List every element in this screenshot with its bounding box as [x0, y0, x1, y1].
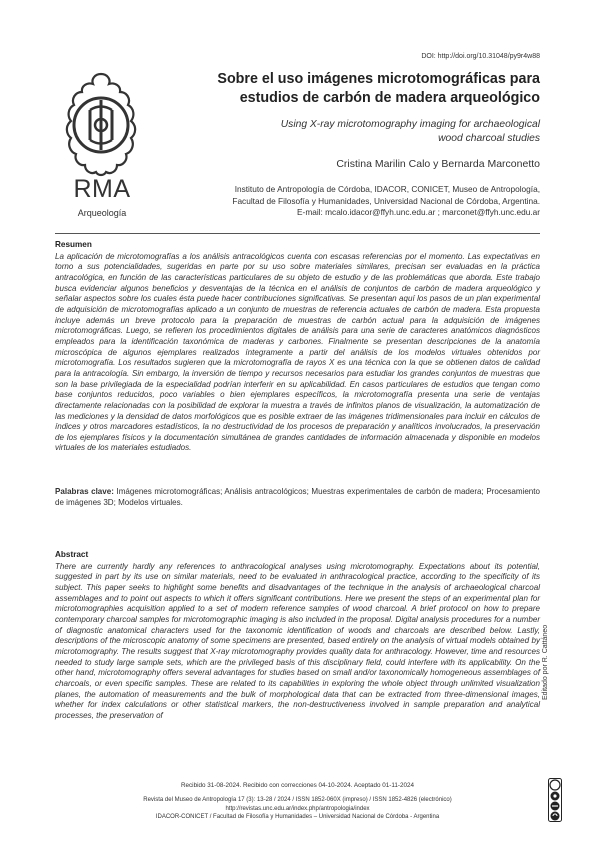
subtitle-line-2: wood charcoal studies	[438, 133, 540, 144]
rma-logo-icon	[60, 70, 142, 185]
keywords-section	[55, 487, 540, 508]
abstract-text: There are currently hardly any references to anthracological analyses using microtomography. Expectations about its potential, suggested in part by its use on similar materials, need to be evaluated in anthracological practice, according to the specificity of its subject. This paper seeks to highlight some benefits and disadvantages of the technique in the analysis of archaeological charcoal assemblages and to point out aspects to which it offers significant contributions. Here we present the steps of an experimental plan for microtomographies acquisition applied to a set of modern reference samples of wood charcoal. A brief protocol on how to prepare contemporary charcoal samples for microtomographic imaging is also included in the proposal. Digital analysis procedures for a number of diagnostic anatomical characters used for the taxonomic identification of woods and charcoals are described below. Lastly, descriptions of the microscopic anatomy of some specimens are presented, based entirely on the analysis of virtual models obtained by microtomography. The results suggest that X-ray microtomography provides quality data for anthracology. However, time and resources needed to study large sample sets, which are the privileged basis of this disciplinary field, could interfere with its applicability. On the other hand, microtomography offers several advantages for studies based on small and/or taxonomically homogeneous assemblages of charcoals, or even specific samples. These are related to its capabilities in exploring the whole object through unlimited visualization planes, the automation of measurements and the bulk of morphological data that can be extracted from three-dimensional images, whether for index calculations or other statistical markers, the non-destructiveness involved in sample preparation and analytical processes, the preservation of	[55, 561, 540, 720]
resumen-heading: Resumen	[55, 240, 92, 249]
authors: Cristina Marilin Calo y Bernarda Marconetto	[336, 158, 540, 170]
abstract-heading: Abstract	[55, 550, 89, 559]
keywords-label: Palabras clave:	[55, 487, 114, 496]
header-divider	[55, 233, 540, 234]
abstract-section	[55, 550, 540, 722]
doi-link[interactable]: DOI: http://doi.org/10.31048/py9r4w88	[421, 53, 540, 60]
footer-url[interactable]: http://revistas.unc.edu.ar/index.php/antropologia/index	[225, 805, 370, 812]
affiliation	[180, 184, 540, 219]
title-line-2: estudios de carbón de madera arqueológico	[239, 90, 540, 106]
title-line-1: Sobre el uso imágenes microtomográficas para	[217, 71, 540, 87]
footer-institution: IDACOR-CONICET / Facultad de Filosofía y Humanidades – Universidad Nacional de Córdoba - Argentina	[155, 814, 440, 820]
affiliation-line-1: Instituto de Antropología de Córdoba, IDACOR, CONICET, Museo de Antropología,	[234, 184, 540, 194]
article-title	[170, 70, 540, 108]
subtitle-line-1: Using X-ray microtomography imaging for archaeological	[280, 119, 540, 130]
article-subtitle	[200, 118, 540, 146]
editor-credit: Editado por R. Cattáneo	[542, 624, 549, 700]
affiliation-email[interactable]: E-mail: mcalo.idacor@ffyh.unc.edu.ar ; marconet@ffyh.unc.edu.ar	[297, 207, 540, 217]
creative-commons-license-icon[interactable]	[548, 778, 562, 822]
footer-journal: Revista del Museo de Antropología 17 (3): 13-28 / 2024 / ISSN 1852-060X (impreso) / ISSN 1852-4826 (electrónico)	[143, 797, 452, 803]
logo-name: RMA	[73, 175, 131, 203]
footer-info	[55, 796, 540, 822]
affiliation-line-2: Facultad de Filosofía y Humanidades, Universidad Nacional de Córdoba, Argentina.	[232, 195, 540, 206]
footer-dates: Recibido 31-08-2024. Recibido con correcciones 04-10-2024. Aceptado 01-11-2024	[180, 782, 415, 789]
keywords-text: Imágenes microtomográficas; Análisis antracológicos; Muestras experimentales de carbón de madera; Procesamiento de imágenes 3D; Modelos virtuales.	[55, 487, 540, 507]
resumen-section	[55, 240, 540, 454]
resumen-text: La aplicación de microtomografías a los análisis antracológicos cuenta con escasas referencias por el momento. Las expectativas en torno a sus potencialidades, sugeridas en parte por su uso sobre materiales similares, precisan ser evaluadas en la práctica antracológica, en función de las características particulares de su objeto de estudio y de las problemáticas que aborda. Este trabajo busca evidenciar algunos beneficios y desventajas de la técnica en el análisis de conjuntos de carbón de madera arqueológico y señalar aspectos sobre los cuales ésta puede hacer contribuciones significativas. Se presentan aquí los pasos de un plan experimental de adquisición de microtomografías aplicado a un conjunto de muestras de referencia actuales de carbón de madera. Esta propuesta incluye además un breve protocolo para la preparación de muestras de carbón actual para la adquisición de imágenes microtomográficas. Luego, se refieren los procedimientos digitales de análisis para una serie de caracteres anatómicos diagnósticos empleados para la identificación taxonómica de maderas y carbones. Finalmente se presentan descripciones de la anatomía microscópica de algunos ejemplares realizados íntegramente a partir del análisis de los modelos virtuales obtenidos por microtomografía. Los resultados sugieren que la microtomografía de rayos X es una técnica con la que se obtienen datos de calidad para la antracología. Sin embargo, la inversión de tiempo y recursos necesarios para estudiar los grandes conjuntos de muestras que son la base privilegiada de la especialidad podrían interferir en su aplicabilidad. En casos particulares de estudios que tengan como base conjuntos reducidos, poco variables o bien ejemplares específicos, la microtomografía presenta una serie de ventajas directamente relacionadas con la posibilidad de explorar la muestra a través de infinitos planos de visualización, la automatización de las mediciones y la densidad de datos morfológicos que es posible extraer de las imágenes tridimensionales para incluir en cálculos de índices y otros marcadores estadísticos, la no destructividad de los procesos de preparación y analíticos involucrados, la preservación de los ejemplares físicos y la documentación simultánea de grandes cantidades de información almacenada y disponible en modelos virtuales de los materiales estudiados.	[55, 251, 540, 453]
logo-subtitle: Arqueología	[77, 208, 127, 218]
